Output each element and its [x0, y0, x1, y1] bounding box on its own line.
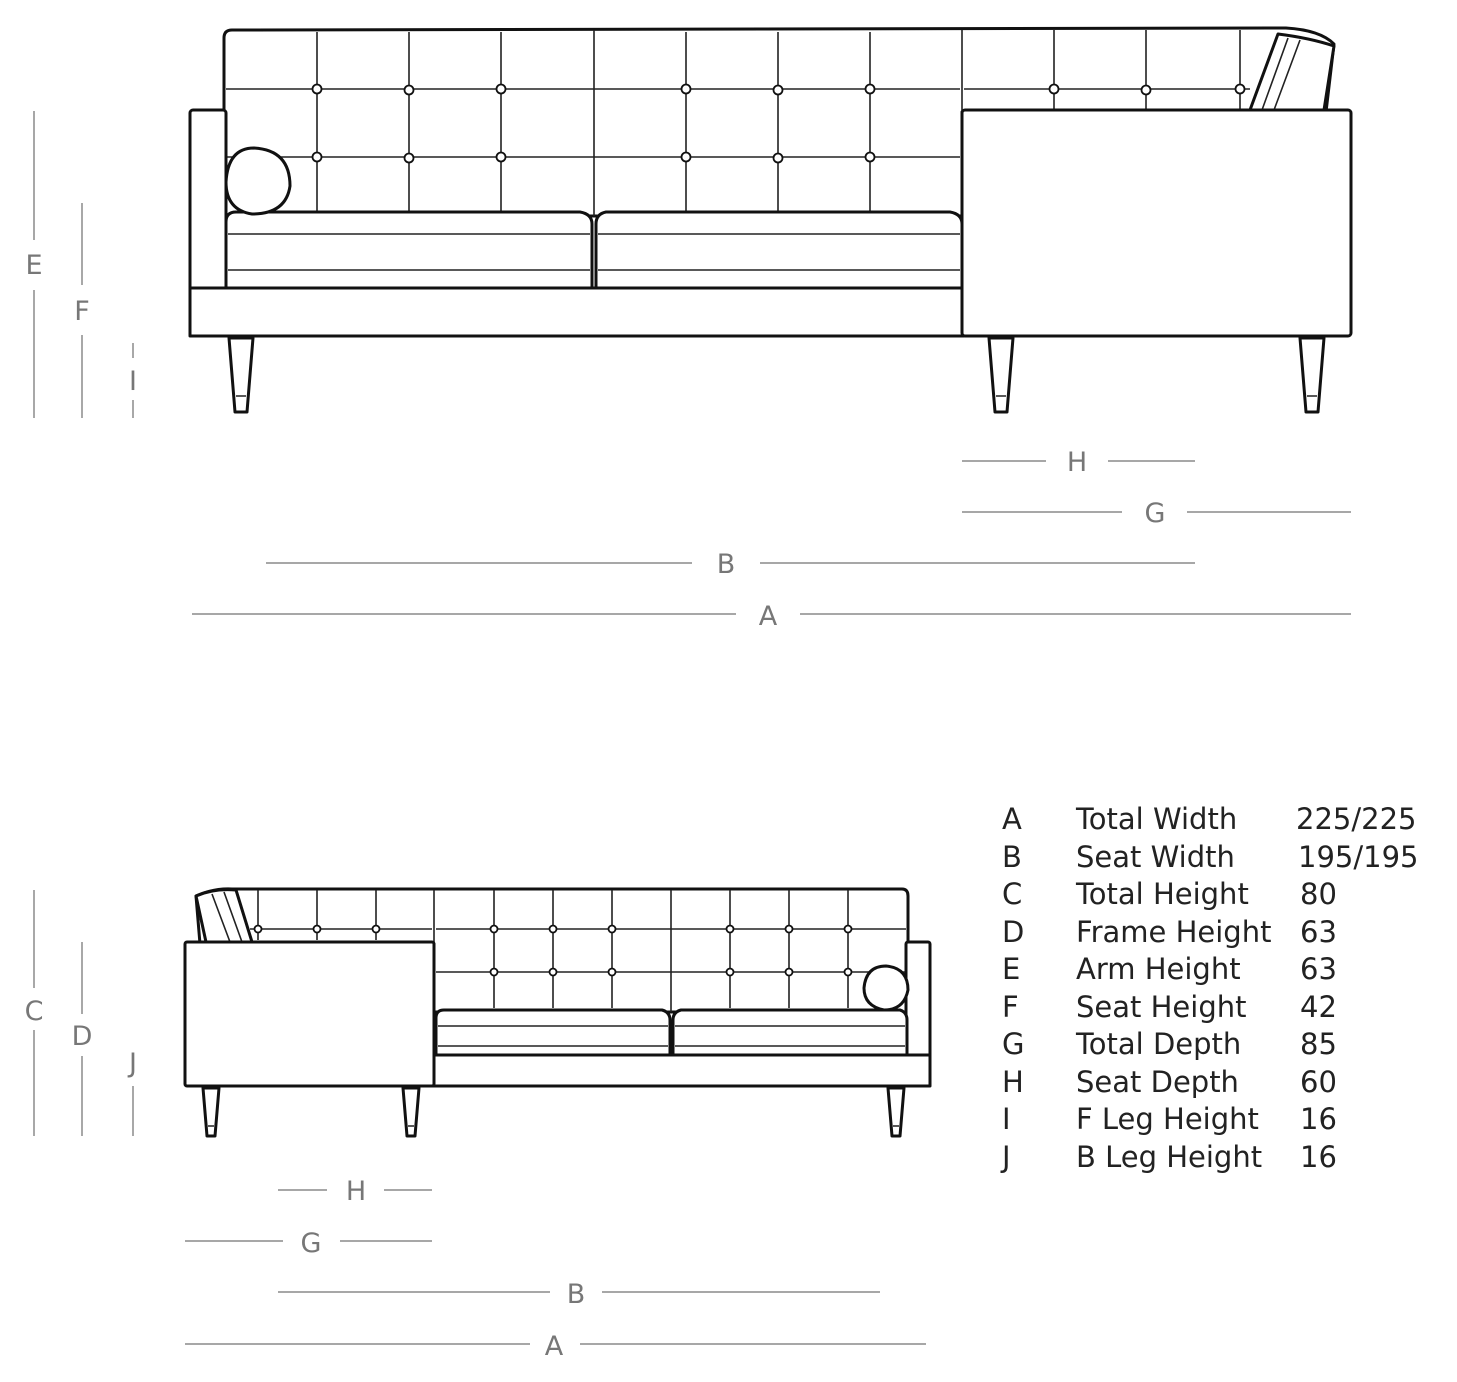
legend-letter-c: C	[1002, 877, 1023, 911]
legend-value-f: 42	[1300, 990, 1337, 1024]
top-seat-cushion-left	[226, 212, 592, 288]
bottom-leg-1	[203, 1088, 219, 1136]
legend-value-a: 225/225	[1296, 802, 1417, 836]
bottom-bolster-pillow	[864, 966, 908, 1010]
legend-letter-j: J	[1002, 1140, 1011, 1174]
legend-name-b: Seat Width	[1076, 840, 1235, 874]
bottom-label-j: J	[129, 1048, 137, 1079]
legend-value-h: 60	[1300, 1065, 1337, 1099]
legend-letter-g: G	[1002, 1027, 1025, 1061]
top-label-i: I	[129, 366, 137, 397]
legend-name-a: Total Width	[1076, 802, 1238, 836]
top-label-g: G	[1144, 498, 1166, 529]
bottom-leg-3	[888, 1088, 904, 1136]
top-label-b: B	[716, 549, 736, 580]
bottom-label-d: D	[71, 1021, 93, 1052]
bottom-base-frame	[432, 1055, 930, 1086]
legend-name-h: Seat Depth	[1076, 1065, 1239, 1099]
legend-letter-e: E	[1002, 952, 1021, 986]
dimension-legend	[1000, 802, 1418, 1174]
legend-name-d: Frame Height	[1076, 915, 1272, 949]
top-label-e: E	[25, 250, 43, 281]
legend-value-b: 195/195	[1298, 840, 1419, 874]
top-chaise-block	[962, 110, 1351, 336]
top-base-frame	[190, 288, 964, 336]
legend-letter-f: F	[1002, 990, 1019, 1024]
legend-letter-b: B	[1002, 840, 1022, 874]
top-label-h: H	[1066, 447, 1088, 478]
legend-name-f: Seat Height	[1076, 990, 1247, 1024]
bottom-label-b: B	[566, 1279, 586, 1310]
legend-name-e: Arm Height	[1076, 952, 1241, 986]
top-sofa-drawing	[190, 28, 1351, 412]
legend-name-g: Total Depth	[1076, 1027, 1242, 1061]
bottom-label-h: H	[345, 1176, 367, 1207]
legend-value-e: 63	[1300, 952, 1337, 986]
legend-name-c: Total Height	[1076, 877, 1249, 911]
bottom-label-c: C	[24, 996, 44, 1027]
bottom-label-a: A	[544, 1331, 564, 1362]
legend-letter-d: D	[1002, 915, 1025, 949]
legend-letter-h: H	[1002, 1065, 1024, 1099]
legend-letter-a: A	[1002, 802, 1022, 836]
top-leg-2	[989, 338, 1013, 412]
legend-value-d: 63	[1300, 915, 1337, 949]
top-leg-3	[1300, 338, 1324, 412]
bottom-leg-2	[403, 1088, 419, 1136]
bottom-seat-cushion-right	[673, 1010, 907, 1055]
top-leg-1	[229, 338, 253, 412]
legend-value-g: 85	[1300, 1027, 1337, 1061]
legend-value-i: 16	[1300, 1102, 1337, 1136]
bottom-chaise-block	[185, 942, 434, 1086]
legend-value-j: 16	[1300, 1140, 1337, 1174]
legend-value-c: 80	[1300, 877, 1337, 911]
top-seat-cushion-right	[596, 212, 962, 288]
bottom-seat-cushion-left	[436, 1010, 670, 1055]
legend-name-j: B Leg Height	[1076, 1140, 1263, 1174]
top-label-a: A	[758, 601, 778, 632]
top-bolster-pillow	[226, 148, 290, 214]
bottom-sofa-drawing	[185, 889, 930, 1136]
legend-letter-i: I	[1002, 1102, 1011, 1136]
legend-name-i: F Leg Height	[1076, 1102, 1259, 1136]
top-label-f: F	[74, 296, 90, 327]
bottom-label-g: G	[300, 1228, 322, 1259]
